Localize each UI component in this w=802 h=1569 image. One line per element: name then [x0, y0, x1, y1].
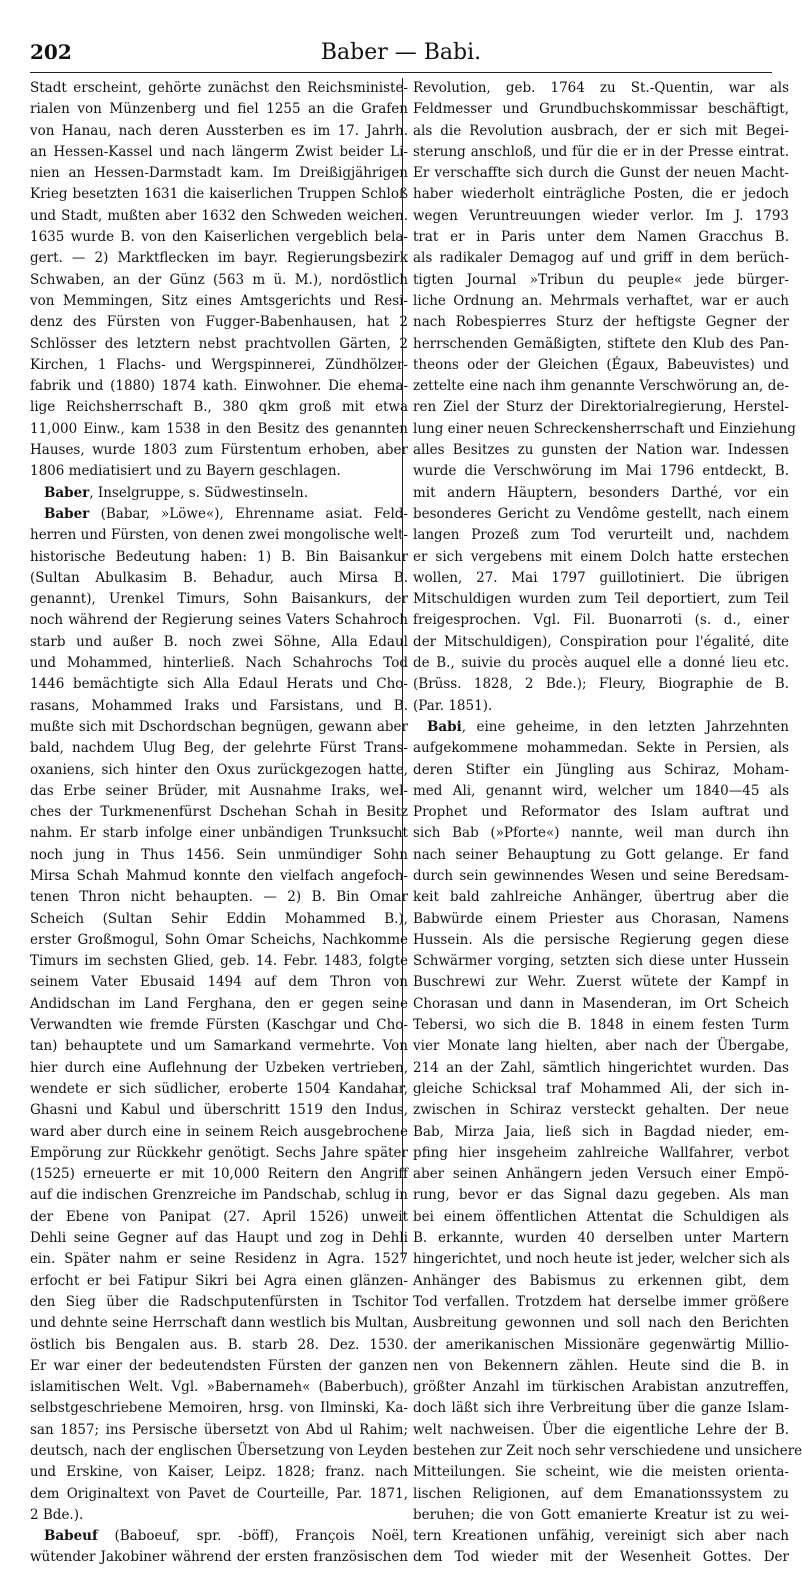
text-line: Ghasni und Kabul und überschritt 1519 den Indus,: [30, 1102, 408, 1119]
text-line: mit andern Häuptern, besonders Darthé, vor ein: [413, 484, 789, 501]
text-line: durch sein gewinnendes Wesen und seine Beredsam-: [413, 867, 789, 884]
text-line: ren Ziel der Sturz der Direktorialregierung, Herstel-: [413, 399, 789, 416]
text-line: den Sieg über die Radschputenfürsten in Tschitor: [30, 1293, 408, 1310]
text-line: Empörung zur Rückkehr genötigt. Sechs Jahre später: [30, 1144, 408, 1161]
text-line: nen von Bekennern zählen. Heute sind die B. in: [413, 1357, 789, 1374]
text-line: Babwürde einem Priester aus Chorasan, Namens: [413, 910, 789, 927]
text-line: und Stadt, mußten aber 1632 den Schweden weichen.: [30, 207, 408, 224]
text-line: noch jung in Thus 1456. Sein unmündiger Sohn: [30, 846, 408, 863]
header-rule: [30, 72, 772, 73]
text-line: 11,000 Einw., kam 1538 in den Besitz des genannten: [30, 420, 408, 437]
text-line: Krieg besetzten 1631 die kaiserlichen Truppen Schloß: [30, 186, 408, 203]
entry-start-line: Babi, eine geheime, in den letzten Jahrzehnten: [427, 718, 789, 735]
text-line: nach seiner Behauptung zu Gott gelange. Er fand: [413, 846, 789, 863]
text-line: tenen Thron nicht behaupten. — 2) B. Bin Omar: [30, 889, 408, 906]
text-line: Mitschuldigen wurden zum Teil deportiert, zum Teil: [413, 591, 789, 608]
text-line: deren Stifter ein Jüngling aus Schiraz, Moham-: [413, 761, 789, 778]
page-header: [30, 40, 772, 70]
text-line: lung einer neuen Schreckensherrschaft und Einziehung: [413, 420, 796, 437]
text-line: Chorasan und dann in Masenderan, im Ort Scheich: [413, 995, 789, 1012]
text-line: Buschrewi zur Wehr. Zuerst wütete der Kampf in: [413, 974, 789, 991]
text-line: Mitteilungen. Sie scheint, wie die meisten orienta-: [413, 1464, 789, 1481]
running-title: Baber — Babi.: [320, 40, 482, 65]
text-line: aufgekommene mohammedan. Sekte in Persien, als: [413, 740, 789, 757]
text-line: und dehnte seine Herrschaft dann westlich bis Multan,: [30, 1315, 408, 1332]
text-line: wollen, 27. Mai 1797 guillotiniert. Die übrigen: [413, 569, 789, 586]
text-line: größter Anzahl im türkischen Arabistan anzutreffen,: [413, 1379, 789, 1396]
text-line: mußte sich mit Dschordschan begnügen, gewann aber: [30, 718, 408, 735]
text-line: denz des Fürsten von Fugger-Babenhausen, hat 2: [30, 314, 408, 331]
text-line: zwischen in Schiraz versteckt gehalten. Der neue: [413, 1102, 789, 1119]
text-line: starb und außer B. noch zwei Söhne, Alla Edaul: [30, 633, 408, 650]
text-line: keit bald zahlreiche Anhänger, übertrug aber die: [413, 889, 789, 906]
text-line: sich Bab (»Pforte«) nannte, weil man durch ihn: [413, 825, 789, 842]
text-line: er sich vergebens mit einem Dolch hatte erstechen: [413, 548, 789, 565]
text-line: Schlösser des letztern nebst prachtvollen Gärten, 2: [30, 335, 408, 352]
text-line: hier durch eine Auflehnung der Uzbeken vertrieben,: [30, 1059, 408, 1076]
text-line: Revolution, geb. 1764 zu St.-Quentin, war als: [413, 80, 789, 96]
text-line: noch während der Regierung seines Vaters Schahroch: [30, 612, 408, 629]
text-line: wegen Veruntreuungen wieder verlor. Im J. 1793: [413, 207, 789, 224]
text-line: gert. — 2) Marktflecken im bayr. Regierungsbezirk: [30, 250, 408, 267]
text-line: von Hanau, nach deren Aussterben es im 17. Jahrh.: [30, 122, 408, 139]
text-line: Prophet und Reformator des Islam auftrat und: [413, 804, 789, 821]
text-line: und Erskine, von Kaiser, Leipz. 1828; franz. nach: [30, 1464, 408, 1481]
text-line: oxaniens, sich hinter den Oxus zurückgezogen hatte,: [30, 761, 408, 778]
text-line: Stadt erscheint, gehörte zunächst den Reichsministe-: [30, 80, 408, 96]
text-line: Dehli seine Gegner auf das Haupt und zog in Dehli: [30, 1230, 408, 1247]
text-line: herren und Fürsten, von denen zwei mongolische welt-: [30, 527, 408, 544]
text-line: herrschenden Gemäßigten, stiftete den Klub des Pan-: [413, 335, 789, 352]
text-line: gleiche Schicksal traf Mohammed Ali, der sich in-: [413, 1080, 789, 1097]
text-line: Hussein. Als die persische Regierung gegen diese: [413, 931, 789, 948]
page-number: 202: [30, 40, 72, 64]
text-line: östlich bis Bengalen aus. B. starb 28. Dez. 1530.: [30, 1336, 408, 1353]
text-line: rung, bevor er das Signal dazu gegeben. Als man: [413, 1187, 789, 1204]
text-line: Hauses, wurde 1803 zum Fürstentum erhoben, aber: [30, 442, 408, 459]
text-line: Er war einer der bedeutendsten Fürsten der ganzen: [30, 1357, 408, 1374]
text-line: bei einem öffentlichen Attentat die Schuldigen als: [413, 1208, 789, 1225]
text-line: ches der Turkmenenfürst Dschehan Schah in Besitz: [30, 804, 408, 821]
text-line: Feldmesser und Grundbuchskommissar beschäftigt,: [413, 101, 789, 118]
text-line: (Brüss. 1828, 2 Bde.); Fleury, Biographie de B.: [413, 676, 789, 693]
text-line: 1635 wurde B. von den Kaiserlichen vergeblich bela-: [30, 229, 408, 246]
text-line: doch läßt sich ihre Verbreitung über die ganze Islam-: [413, 1400, 789, 1417]
entry-start-line: Baber (Babar, »Löwe«), Ehrenname asiat. Feld-: [44, 505, 408, 522]
text-line: Bab, Mirza Jaia, ließ sich in Bagdad nieder, em-: [413, 1123, 789, 1140]
text-line: bestehen zur Zeit noch sehr verschiedene und unsichere: [413, 1443, 802, 1459]
text-line: de B., suivie du procès auquel elle a donné lieu etc.: [413, 655, 789, 672]
text-line: als radikaler Demagog auf und griff in dem berüch-: [413, 250, 789, 267]
right-column: [413, 78, 802, 1566]
text-line: der Mitschuldigen), Conspiration pour l'égalité, dite: [413, 633, 789, 650]
text-line: Kirchen, 1 Flachs- und Wergspinnerei, Zündhölzer-: [30, 356, 408, 373]
text-line: theons oder der Gleichen (Égaux, Babeuvistes) und: [413, 356, 789, 373]
text-line: Verwandten wie fremde Fürsten (Kaschgar und Cho-: [30, 1017, 408, 1034]
text-line: langen Prozeß zum Tod verurteilt und, nachdem: [413, 527, 789, 544]
text-line: besonderes Gericht zu Vendôme gestellt, nach einem: [413, 505, 789, 522]
text-line: historische Bedeutung haben: 1) B. Bin Baisankur: [30, 548, 408, 565]
text-line: dem Tod wieder mit der Wesenheit Gottes. Der: [413, 1549, 789, 1566]
text-line: Schwärmer vorging, setzten sich diese unter Hussein: [413, 953, 789, 970]
headword: Babeuf: [44, 1528, 98, 1545]
text-line: ward aber durch eine in seinem Reich ausgebrochene: [30, 1123, 408, 1140]
text-line: Tod verfallen. Trotzdem hat derselbe immer größere: [413, 1293, 789, 1310]
text-line: alles Besitzes zu gunsten der Nation war. Indessen: [413, 442, 789, 459]
text-line: Er verschaffte sich durch die Gunst der neuen Macht-: [413, 165, 789, 182]
text-line: 1446 bemächtigte sich Alla Edaul Herats und Cho-: [30, 676, 408, 693]
text-line: (Par. 1851).: [413, 697, 493, 714]
headword: Baber: [44, 484, 90, 501]
text-line: der amerikanischen Missionäre gegenwärtig Millio-: [413, 1336, 789, 1353]
text-line: als die Revolution ausbrach, der er sich mit Begei-: [413, 122, 789, 139]
text-line: rasans, Mohammed Iraks und Farsistans, und B.: [30, 697, 408, 714]
left-column: [30, 78, 408, 1566]
text-line: Schwaben, an der Günz (563 m ü. M.), nordöstlich: [30, 271, 408, 288]
text-line: Mirsa Schah Mahmud konnte den vielfach angefoch-: [30, 867, 408, 884]
text-line: nien an Hessen-Darmstadt kam. Im Dreißigjährigen: [30, 165, 408, 182]
text-line: welt nachweisen. Über die eigentliche Lehre der B.: [413, 1421, 789, 1438]
text-line: von Memmingen, Sitz eines Amtsgerichts und Resi-: [30, 292, 408, 309]
text-line: Scheich (Sultan Sehir Eddin Mohammed B.),: [30, 910, 408, 927]
column-divider: [402, 78, 403, 1258]
text-line: selbstgeschriebene Memoiren, hrsg. von Ilminski, Ka-: [30, 1400, 408, 1417]
text-line: tigten Journal »Tribun du peuple« jede bürger-: [413, 271, 789, 288]
text-line: nahm. Er starb infolge einer unbändigen Trunksucht: [30, 825, 408, 842]
headword: Babi: [427, 718, 462, 735]
text-line: hingerichtet, und noch heute ist jeder, welcher sich als: [413, 1251, 790, 1268]
entry-start-line: Babeuf (Baboeuf, spr. -böff), François Noël,: [44, 1528, 408, 1545]
text-line: auf die indischen Grenzreiche im Pandschab, schlug in: [30, 1187, 408, 1204]
text-line: deutsch, nach der englischen Übersetzung von Leyden: [30, 1443, 408, 1459]
headword: Baber: [44, 505, 90, 522]
text-line: med Ali, genannt wird, welcher um 1840—45 als: [413, 782, 789, 799]
text-line: Andidschan im Land Ferghana, den er gegen seine: [30, 995, 408, 1012]
text-line: das Erbe seiner Brüder, mit Ausnahme Iraks, wel-: [30, 782, 408, 799]
text-line: 1806 mediatisiert und zu Bayern geschlagen.: [30, 463, 341, 480]
text-line: trat er in Paris unter dem Namen Gracchus B.: [413, 229, 789, 246]
text-line: san 1857; ins Persische übersetzt von Abd ul Rahim;: [30, 1421, 408, 1438]
text-line: (Sultan Abulkasim B. Behadur, auch Mirsa B.: [30, 569, 408, 586]
text-line: 2 Bde.).: [30, 1506, 84, 1523]
text-line: 214 an der Zahl, sämtlich hingerichtet wurden. Das: [413, 1059, 789, 1076]
text-line: Anhänger des Babismus zu erkennen gibt, dem: [413, 1272, 789, 1289]
text-line: tan) behauptete und um Samarkand vermehrte. Von: [30, 1038, 408, 1055]
text-line: nach Robespierres Sturz der heftigste Gegner der: [413, 314, 789, 331]
text-line: freigesprochen. Vgl. Fil. Buonarroti (s. d., einer: [413, 612, 789, 629]
text-line: Timurs im sechsten Glied, geb. 14. Febr. 1483, folgte: [30, 953, 408, 970]
text-line: sterung anschloß, und für die er in der Presse eintrat.: [413, 143, 789, 160]
text-line: pfing hier insgeheim zahlreiche Wallfahrer, verbot: [413, 1144, 789, 1161]
text-line: erfocht er bei Fatipur Sikri bei Agra einen glänzen-: [30, 1272, 408, 1289]
text-line: bald, nachdem Ulug Beg, der gelehrte Fürst Trans-: [30, 740, 408, 757]
text-line: ein. Später nahm er seine Residenz in Agra. 1527: [30, 1251, 408, 1268]
text-line: der Ebene von Panipat (27. April 1526) unweit: [30, 1208, 408, 1225]
text-line: wurde die Verschwörung im Mai 1796 entdeckt, B.: [413, 463, 789, 480]
text-line: seinem Vater Ebusaid 1494 auf dem Thron von: [30, 974, 408, 991]
text-line: an Hessen-Kassel und nach längerm Zwist beider Li-: [30, 143, 408, 160]
text-line: fabrik und (1880) 1874 kath. Einwohner. Die ehema-: [30, 378, 408, 395]
text-line: und Mohammed, hinterließ. Nach Schahrochs Tod: [30, 655, 408, 672]
text-line: Ausbreitung gewonnen und soll nach den Berichten: [413, 1315, 789, 1332]
text-line: Tebersi, wo sich die B. 1848 in einem festen Turm: [413, 1017, 789, 1034]
text-line: wendete er sich südlicher, eroberte 1504 Kandahar,: [30, 1080, 408, 1097]
text-line: islamitischen Welt. Vgl. »Babernameh« (Baberbuch),: [30, 1379, 408, 1396]
text-line: rialen von Münzenberg und fiel 1255 an die Grafen: [30, 101, 408, 118]
text-line: (1525) erneuerte er mit 10,000 Reitern den Angriff: [30, 1166, 408, 1183]
text-line: liche Ordnung an. Mehrmals verhaftet, war er auch: [413, 292, 789, 309]
text-line: dem Originaltext von Pavet de Courteille, Par. 1871,: [30, 1485, 408, 1502]
text-line: genannt), Urenkel Timurs, Sohn Baisankurs, der: [30, 591, 408, 608]
text-line: B. erkannte, wurden 40 derselben unter Martern: [413, 1230, 789, 1247]
text-line: wütender Jakobiner während der ersten französischen: [30, 1549, 408, 1566]
entry-start-line: Baber, Inselgruppe, s. Südwestinseln.: [44, 484, 309, 501]
text-line: lige Reichsherrschaft B., 380 qkm groß mit etwa: [30, 399, 408, 416]
text-line: beruhen; die von Gott emanierte Kreatur ist zu wei-: [413, 1506, 789, 1523]
text-line: aber seinen Anhängern jeden Versuch einer Empö-: [413, 1166, 789, 1183]
text-line: erster Großmogul, Sohn Omar Scheichs, Nachkomme: [30, 931, 408, 948]
text-line: lischen Religionen, auf dem Emanationssystem zu: [413, 1485, 789, 1502]
text-line: vier Monate lang hielten, aber nach der Übergabe,: [413, 1038, 789, 1055]
text-line: haber wiederholt einträgliche Posten, die er jedoch: [413, 186, 789, 203]
text-line: zettelte eine nach ihm genannte Verschwörung an, de-: [413, 378, 789, 395]
text-line: tern Kreationen unfähig, vereinigt sich aber nach: [413, 1528, 789, 1545]
